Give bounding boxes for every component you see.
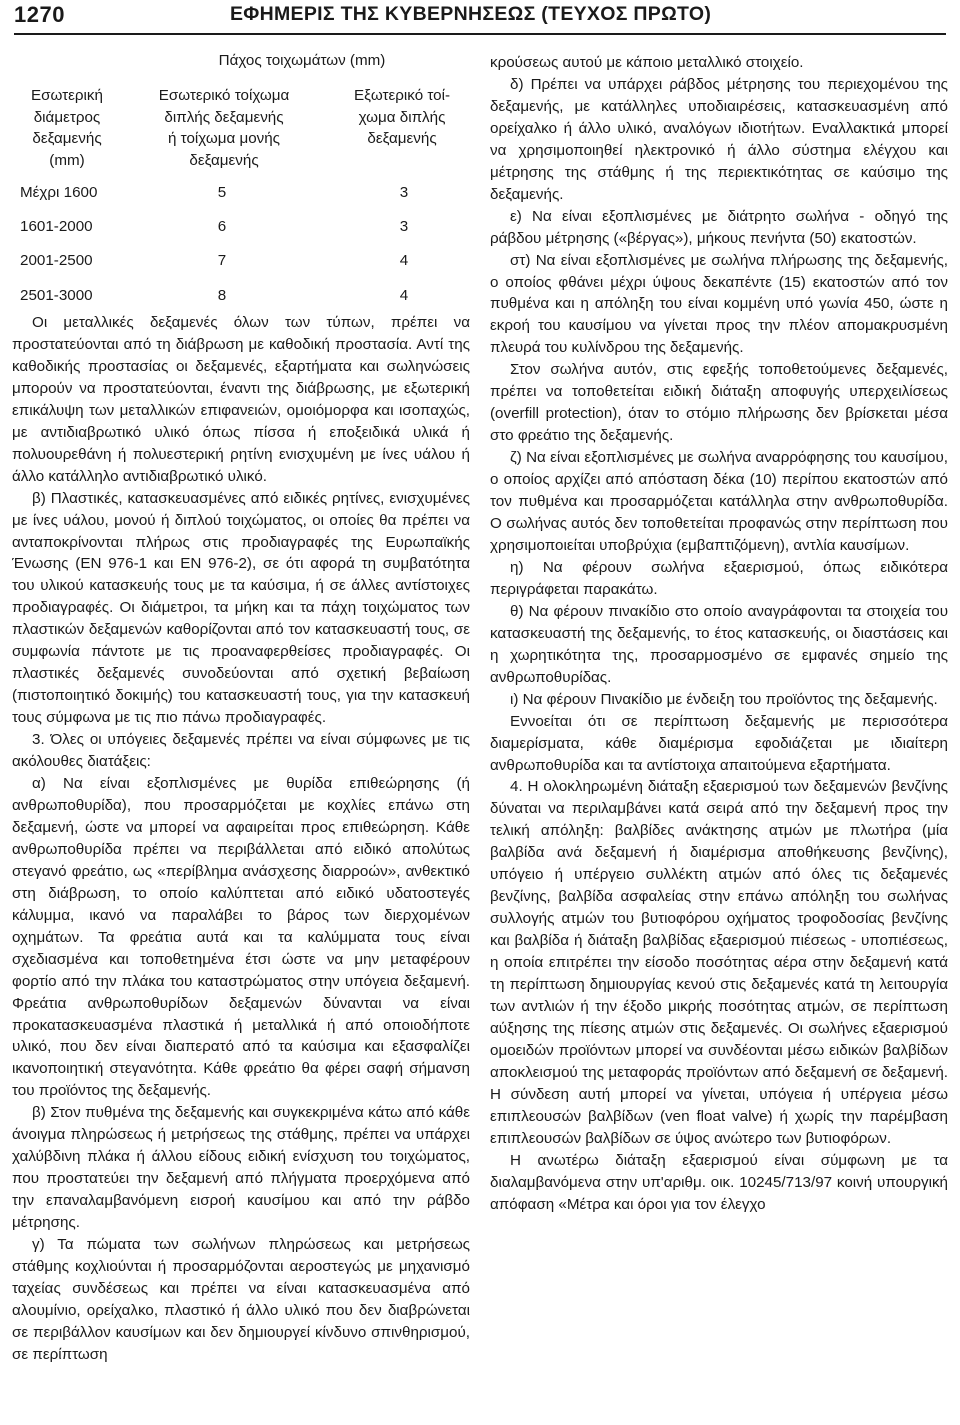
row-inner-thickness: 6: [217, 218, 227, 235]
row-range: 2501-3000: [20, 287, 93, 304]
page-header: [0, 0, 960, 32]
paragraph-compartments: Εννοείται ότι σε περίπτωση δεξαμενής με περισσότερα διαμερίσματα, κάθε διαμέρισμα εφοδιάζεται με ιδιαίτερη ανθρωποθυρίδα και τα αντίστοιχα απαιτούμενα εξαρτήματα.: [490, 712, 948, 774]
page-number: 1270: [14, 2, 65, 27]
header-divider: [14, 33, 946, 35]
table-header-outer-wall: Εξωτερικό τοί- χωμα διπλής δεξαμενής: [353, 87, 451, 147]
paragraph-overfill: Στον σωλήνα αυτόν, στις εφεξής τοποθετούμενες δεξαμενές, πρέπει να τοποθετείται ειδική διάταξη αποφυγής υπερχειλίσεως (overfill protection), όταν το στόμιο πλήρωσης δεν βρίσκεται μέσα στο φρεάτιο της δεξαμενής.: [490, 361, 948, 445]
paragraph-item-st: στ) Να είναι εξοπλισμένες με σωλήνα πλήρωσης της δεξαμενής, ο οποίος φθάνει μέχρι ύψους δεκαπέντε (15) εκατοστών από τον πυθμένα και η απόληξη του είναι κομμένη υπό γωνία 450, ώστε η εκροή του καυσίμου να γίνεται προς την πλέον απομακρυσμένη πλευρά του κυλίνδρου της δεξαμενής.: [490, 251, 948, 357]
table-header-diameter: Εσωτερική διάμετρος δεξαμενής (mm): [31, 87, 103, 169]
row-outer-thickness: 3: [399, 184, 409, 201]
row-inner-thickness: 5: [217, 184, 227, 201]
paragraph-section-4: 4. Η ολοκληρωμένη διάταξη εξαερισμού των δεξαμενών βενζίνης δύναται να περιλαμβάνει κατά σειρά από την δεξαμενή προς την τελική απόληξη: βαλβίδες ανάκτησης ατμών με πλωτήρα (μία βαλβίδα ανά δεξαμενή ή διαμέρισμα αποθήκευσης βενζίνης), υπόγειο ή υπέργειο συλλέκτη ατμών από όλες τις δεξαμενές βενζίνης, βαλβίδα ασφαλείας στην επάνω απόληξη του σωλήνας συλλογής ατμών του βυτιοφόρου οχήματος τροφοδοσίας βενζίνης και βαλβίδα ή διάταξη βαλβίδας εξαερισμού πιέσεως - υποπιέσεως, η οποία επιτρέπει την είσοδο ποσότητας αέρα στην δεξαμενή κατά τη περίπτωση δημιουργίας κενού στις δεξαμενές κατά τη λειτουργία των αντλιών ή την έξοδο μικρής ποσότητας ατμών, σε περίπτωση αύξησης της πίεσης ατμών στις δεξαμενές. Οι σωλήνες εξαερισμού ομοειδών προϊόντων μπορεί να συνδέονται μέσω ειδικών βαλβίδων αποκλεισμού της μεταφοράς προϊόντων από δεξαμενή σε δεξαμενή. Η σύνδεση αυτή μπορεί να γίνεται, υπόγεια ή υπέργεια μέσω επιπλεουσών βαλβίδων (ven float valve) ή χωρίς την παρέμβαση επιπλεουσών βαλβίδων σε ύψος ανώτερο των βυτιοφόρων.: [490, 778, 948, 1147]
table-row: [12, 250, 470, 272]
table-row: [12, 285, 470, 307]
paragraph-item-a: α) Να είναι εξοπλισμένες με θυρίδα επιθεώρησης (ή ανθρωποθυρίδα), που προσαρμόζεται με κοχλίες επάνω στη δεξαμενή, ώστε να μπορεί να αφαιρείται προς επιθεώρηση. Κάθε ανθρωποθυρίδα πρέπει να περιβάλλεται από ειδικό απολύτως στεγανό φρεάτιο, ως «περίβλημα ανάσχεσης διαρροών», ανθεκτικό στη διάβρωση, το οποίο καλύπτεται από ειδικό υδατοστεγές κάλυμμα, ικανό να παραλάβει το βάρος των διερχομένων οχημάτων. Τα φρεάτια αυτά και τα καλύμματα τους είναι σχεδιασμένα και τοποθετημένα έτσι ώστε να μην μεταφέρουν φορτίο από την πλάκα του καταστρώματος στην υπόγεια δεξαμενή. Φρεάτια ανθρωποθυρίδων δεξαμενών δύνανται να είναι προκατασκευασμένα πλαστικά ή μεταλλικά ή από οποιοδήποτε υλικό, που δεν είναι διαπερατό από τα καύσιμα και εξασφαλίζει ικανοποιητική στεγανότητα. Κάθε φρεάτιο θα φέρει σαφή σήμανση του προϊόντος της δεξαμενής.: [12, 775, 470, 1100]
paragraph-item-h: η) Να φέρουν σωλήνα εξαερισμού, όπως ειδικότερα περιγράφεται παρακάτω.: [490, 558, 948, 598]
paragraph-corrosion-protection: Οι μεταλλικές δεξαμενές όλων των τύπων, πρέπει να προστατεύονται από τη διάβρωση με καθοδική προστασία. Αντί της καθοδικής προστασίας οι δεξαμενές, εξαρτήματα και σωληνώσεις μπορούν να προστατεύονται, έναντι της διάβρωσης, με εξωτερική επικάλυψη των μεταλλικών επιφανειών, ομοιόμορφα και ισοπαχώς, με αντιδιαβρωτικό υλικό όπως πίσσα ή εποξειδικά υλικά ή πολυουρεθάνη ή πολυεστερική ρητίνη ενισχυμένη με ίνες υάλου ή άλλο κατάλληλο αντιδιαβρωτικό υλικό.: [12, 314, 470, 485]
row-outer-thickness: 4: [399, 287, 409, 304]
paragraph-item-z: ζ) Να είναι εξοπλισμένες με σωλήνα αναρρόφησης του καυσίμου, ο οποίος αρχίζει από απόσταση δέκα (10) περίπου εκατοστών από τον πυθμένα και προσαρμόζεται κατάλληλα στην ανθρωποθυρίδα. Ο σωλήνας αυτός δεν τοποθετείται προφανώς στην περίπτωση που χρησιμοποιείται υποβρύχια (εμβαπτιζόμενη), αντλία καυσίμων.: [490, 449, 948, 554]
right-column: [490, 52, 948, 1216]
table-row: [12, 216, 470, 238]
left-column: [12, 50, 470, 1366]
paragraph-section-3: 3. Όλες οι υπόγειες δεξαμενές πρέπει να είναι σύμφωνες με τις ακόλουθες διατάξεις:: [12, 731, 470, 771]
gazette-title: ΕΦΗΜΕΡΙΣ ΤΗΣ ΚΥΒΕΡΝΗΣΕΩΣ (ΤΕΥΧΟΣ ΠΡΩΤΟ): [230, 3, 712, 25]
table-title: Πάχος τοιχωμάτων (mm): [218, 52, 386, 69]
table-row: [12, 182, 470, 204]
paragraph-item-i: ι) Να φέρουν Πινακίδιο με ένδειξη του προϊόντος της δεξαμενής.: [510, 690, 938, 708]
row-range: 2001-2500: [20, 252, 93, 269]
wall-thickness-table: [12, 50, 470, 312]
paragraph-ventilation-compliance: Η ανωτέρω διάταξη εξαερισμού είναι σύμφωνη με τα διαλαμβανόμενα στην υπ'αριθμ. οικ. 10245/713/97 κοινή υπουργική απόφαση «Μέτρα και όροι για τον έλεγχο: [490, 1151, 948, 1213]
paragraph-item-e: ε) Να είναι εξοπλισμένες με διάτρητο σωλήνα - οδηγό της ράβδου μέτρησης («βέργας»), μήκους πενήντα (50) εκατοστών.: [490, 207, 948, 247]
table-header-inner-wall: Εσωτερικό τοίχωμα διπλής δεξαμενής ή τοίχωμα μονής δεξαμενής: [158, 87, 290, 169]
paragraph-item-c: γ) Τα πώματα των σωλήνων πληρώσεως και μετρήσεως στάθμης κοχλιούνται ή προσαρμόζονται αεροστεγώς με μηχανισμό ταχείας συνδέσεως και πρέπει να είναι κατασκευασμένα από αλουμίνιο, ορείχαλκο, πλαστικό ή άλλο υλικό που δεν διαβρώνεται σε περιβάλλον καυσίμων και δεν δημιουργεί κίνδυνο σπινθηρισμού, σε περίπτωση: [12, 1236, 470, 1363]
row-range: 1601-2000: [20, 218, 93, 235]
paragraph-item-th: θ) Να φέρουν πινακίδιο στο οποίο αναγράφονται τα στοιχεία του κατασκευαστή της δεξαμενής, το έτος κατασκευής, οι διαστάσεις και η χωρητικότητα της, προσαρμοσμένο σε εμφανές σημείο της ανθρωποθυρίδας.: [490, 602, 948, 686]
row-inner-thickness: 8: [217, 287, 227, 304]
paragraph-continuation: κρούσεως αυτού με κάποιο μεταλλικό στοιχείο.: [490, 54, 804, 71]
row-range: Μέχρι 1600: [20, 184, 98, 201]
row-outer-thickness: 4: [399, 252, 409, 269]
paragraph-item-d: δ) Πρέπει να υπάρχει ράβδος μέτρησης του περιεχομένου της δεξαμενής, με κατάλληλες υποδιαιρέσεις, κατασκευασμένη από ορείχαλκο ή άλλο υλικό, αναλόγων ιδιοτήτων. Εναλλακτικά μπορεί να χρησιμοποιηθεί ηλεκτρονικό ή άλλο σύστημα ελέγχου και μέτρησης της στάθμης ή της περιεκτικότητας σε καύσιμο της δεξαμενής.: [490, 75, 948, 203]
paragraph-item-b: β) Στον πυθμένα της δεξαμενής και συγκεκριμένα κάτω από κάθε άνοιγμα πληρώσεως ή μετρήσεως της στάθμης, πρέπει να υπάρχει χαλύβδινη πλάκα ή άλλου είδους ειδική ενίσχυση του τοιχώματος, που προστατεύει την δεξαμενή από πλήγματα προερχόμενα από την επαναλαμβανόμενη εισροή καυσίμου και από την ράβδο μέτρησης.: [12, 1104, 470, 1232]
row-outer-thickness: 3: [399, 218, 409, 235]
paragraph-plastic-tanks: β) Πλαστικές, κατασκευασμένες από ειδικές ρητίνες, ενισχυμένες με ίνες υάλου, μονού ή διπλού τοιχώματος, οι οποίες θα πρέπει να ανταποκρίνονται πλήρως στις προδιαγραφές της Ευρωπαϊκής Ένωσης (ΕΝ 976-1 και ΕΝ 976-2), σε ότι αφορά τη συμβατότητα του υλικού κατασκευής τους με τα καύσιμα, ή σε άλλες αντίστοιχες προδιαγραφές. Οι διάμετροι, τα μήκη και τα πάχη τοιχώματος των πλαστικών δεξαμενών καθορίζονται από τον κατασκευαστή τους, σε συμφωνία πάντοτε με τις προαναφερθείσες προδιαγραφές. Οι πλαστικές δεξαμενές συνοδεύονται από σχετική βεβαίωση (πιστοποιητικό δοκιμής) του κατασκευαστή τους, για την κατασκευή τους σύμφωνα με τις πιο πάνω προδιαγραφές.: [12, 489, 470, 727]
row-inner-thickness: 7: [217, 252, 227, 269]
